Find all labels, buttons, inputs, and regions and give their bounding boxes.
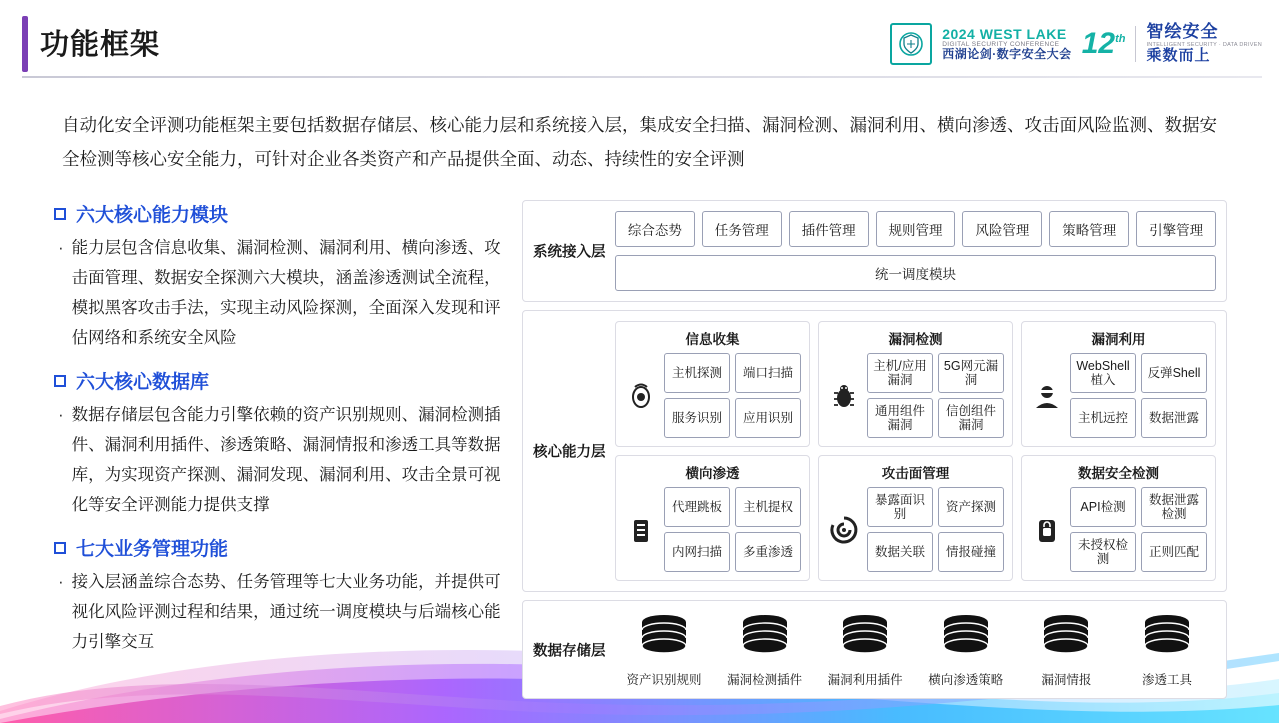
- dot-bullet-icon: ·: [58, 238, 64, 257]
- core-cell[interactable]: API检测: [1070, 487, 1136, 527]
- conference-logo: [890, 16, 1262, 72]
- access-item-task[interactable]: 任务管理: [702, 211, 782, 247]
- storage-layer-label: 数据存储层: [533, 643, 606, 659]
- target-scan-icon: [827, 514, 861, 546]
- database-icon: [734, 613, 796, 659]
- core-layer-panel: [522, 310, 1227, 592]
- core-cell[interactable]: 数据泄露检测: [1141, 487, 1207, 527]
- core-cell[interactable]: 通用组件漏洞: [867, 398, 933, 438]
- database-label: 资产识别规则: [626, 673, 702, 687]
- core-card-vuln-exploit: [1021, 321, 1216, 447]
- core-cell[interactable]: 主机/应用漏洞: [867, 353, 933, 393]
- core-cell[interactable]: 应用识别: [735, 398, 801, 438]
- logo-slogan-en: INTELLIGENT SECURITY · DATA DRIVEN: [1146, 42, 1262, 49]
- storage-layer-panel: [522, 600, 1227, 699]
- access-item-risk[interactable]: 风险管理: [962, 211, 1042, 247]
- core-cell[interactable]: 未授权检测: [1070, 532, 1136, 572]
- core-cell[interactable]: 5G网元漏洞: [938, 353, 1004, 393]
- card-title: 信息收集: [685, 332, 740, 347]
- section-business-management-functions: [54, 534, 504, 657]
- unified-scheduler-block: 统一调度模块: [615, 255, 1216, 291]
- left-content-column: [54, 200, 504, 671]
- database-item[interactable]: [917, 613, 1015, 688]
- shield-logo-icon: [890, 23, 932, 65]
- section-title: 六大核心能力模块: [76, 205, 229, 226]
- section-text: 数据存储层包含能力引擎依赖的资产识别规则、漏洞检测插件、漏洞利用插件、渗透策略、漏洞情报和渗透工具等数据库，为实现资产探测、漏洞发现、漏洞利用、攻击全景可视化等安全评测能力提供支撑: [71, 406, 501, 514]
- access-layer-panel: [522, 200, 1227, 302]
- logo-sub-line: DIGITAL SECURITY CONFERENCE: [942, 40, 1060, 48]
- core-cell[interactable]: 服务识别: [664, 398, 730, 438]
- core-cell[interactable]: 暴露面识别: [867, 487, 933, 527]
- core-card-info-collection: [615, 321, 810, 447]
- intro-paragraph: 自动化安全评测功能框架主要包括数据存储层、核心能力层和系统接入层，集成安全扫描、漏洞检测、漏洞利用、横向渗透、攻击面风险监测、数据安全检测等核心安全能力，可针对企业各类资产和产品提供全面、动态、持续性的安全评测: [62, 115, 1217, 169]
- architecture-diagram: [522, 200, 1227, 707]
- access-layer-label: 系统接入层: [533, 244, 606, 261]
- core-cell[interactable]: 正则匹配: [1141, 532, 1207, 572]
- square-bullet-icon: [54, 208, 66, 220]
- section-title: 七大业务管理功能: [76, 539, 229, 560]
- card-title: 数据安全检测: [1078, 466, 1159, 481]
- core-card-lateral-movement: [615, 455, 810, 581]
- logo-slogan-top: 智绘安全: [1146, 22, 1219, 42]
- card-title: 攻击面管理: [881, 466, 950, 481]
- database-icon: [935, 613, 997, 659]
- section-title: 六大核心数据库: [76, 372, 210, 393]
- header-divider: [22, 76, 1262, 78]
- database-icon: [1136, 613, 1198, 659]
- database-icon: [1035, 613, 1097, 659]
- database-label: 渗透工具: [1141, 673, 1192, 687]
- core-cell[interactable]: 端口扫描: [735, 353, 801, 393]
- database-item[interactable]: [1118, 613, 1216, 688]
- database-label: 漏洞利用插件: [827, 673, 903, 687]
- database-item[interactable]: [1017, 613, 1115, 688]
- card-title: 横向渗透: [685, 466, 740, 481]
- logo-edition-suffix: th: [1115, 33, 1126, 45]
- database-item[interactable]: [716, 613, 814, 688]
- dot-bullet-icon: ·: [58, 405, 64, 424]
- core-cell[interactable]: 资产探测: [938, 487, 1004, 527]
- core-cell[interactable]: 主机远控: [1070, 398, 1136, 438]
- core-cell[interactable]: WebShell植入: [1070, 353, 1136, 393]
- access-item-engine[interactable]: 引擎管理: [1136, 211, 1216, 247]
- title-accent-bar: [22, 16, 28, 72]
- core-card-vuln-detection: [818, 321, 1013, 447]
- database-icon: [834, 613, 896, 659]
- section-core-capability-modules: [54, 200, 504, 353]
- square-bullet-icon: [54, 542, 66, 554]
- core-cell[interactable]: 代理跳板: [664, 487, 730, 527]
- core-cell[interactable]: 内网扫描: [664, 532, 730, 572]
- access-item-plugin[interactable]: 插件管理: [789, 211, 869, 247]
- page-title: 功能框架: [40, 29, 161, 61]
- core-cell[interactable]: 数据关联: [867, 532, 933, 572]
- database-label: 漏洞检测插件: [727, 673, 803, 687]
- card-title: 漏洞利用: [1091, 332, 1146, 347]
- database-icon: [633, 613, 695, 659]
- access-item-rule[interactable]: 规则管理: [876, 211, 956, 247]
- logo-edition-number: 12: [1081, 27, 1116, 60]
- logo-edition: [1082, 29, 1126, 59]
- section-text: 能力层包含信息收集、漏洞检测、漏洞利用、横向渗透、攻击面管理、数据安全探测六大模块，涵盖渗透测试全流程，模拟黑客攻击手法，实现主动风险探测，全面深入发现和评估网络和系统安全风险: [71, 239, 501, 347]
- bug-icon: [827, 381, 861, 411]
- access-item-policy[interactable]: 策略管理: [1049, 211, 1129, 247]
- core-layer-label: 核心能力层: [533, 444, 606, 461]
- database-item[interactable]: [816, 613, 914, 688]
- section-core-databases: [54, 367, 504, 520]
- database-label: 漏洞情报: [1041, 673, 1092, 687]
- server-lock-icon: [624, 514, 658, 546]
- core-cell[interactable]: 主机探测: [664, 353, 730, 393]
- core-cell[interactable]: 数据泄露: [1141, 398, 1207, 438]
- core-cell[interactable]: 信创组件漏洞: [938, 398, 1004, 438]
- radar-icon: [624, 380, 658, 412]
- core-card-data-security: [1021, 455, 1216, 581]
- core-cell[interactable]: 反弹Shell: [1141, 353, 1207, 393]
- core-cell[interactable]: 主机提权: [735, 487, 801, 527]
- card-title: 漏洞检测: [888, 332, 943, 347]
- core-cell[interactable]: 情报碰撞: [938, 532, 1004, 572]
- core-card-attack-surface: [818, 455, 1013, 581]
- logo-cn-line: 西湖论剑·数字安全大会: [942, 47, 1072, 62]
- database-label: 横向渗透策略: [928, 673, 1004, 687]
- logo-separator: [1135, 26, 1136, 62]
- dot-bullet-icon: ·: [58, 572, 64, 591]
- slide-header: [22, 16, 1262, 76]
- logo-slogan-bottom: 乘数而上: [1146, 47, 1211, 65]
- core-cell[interactable]: 多重渗透: [735, 532, 801, 572]
- section-text: 接入层涵盖综合态势、任务管理等七大业务功能，并提供可视化风险评测过程和结果，通过统一调度模块与后端核心能力引擎交互: [71, 573, 501, 651]
- data-lock-icon: [1030, 514, 1064, 546]
- database-item[interactable]: [615, 613, 713, 688]
- logo-year-line: 2024 WEST LAKE: [942, 25, 1067, 42]
- access-item-situation[interactable]: 综合态势: [615, 211, 695, 247]
- hacker-icon: [1030, 381, 1064, 411]
- square-bullet-icon: [54, 375, 66, 387]
